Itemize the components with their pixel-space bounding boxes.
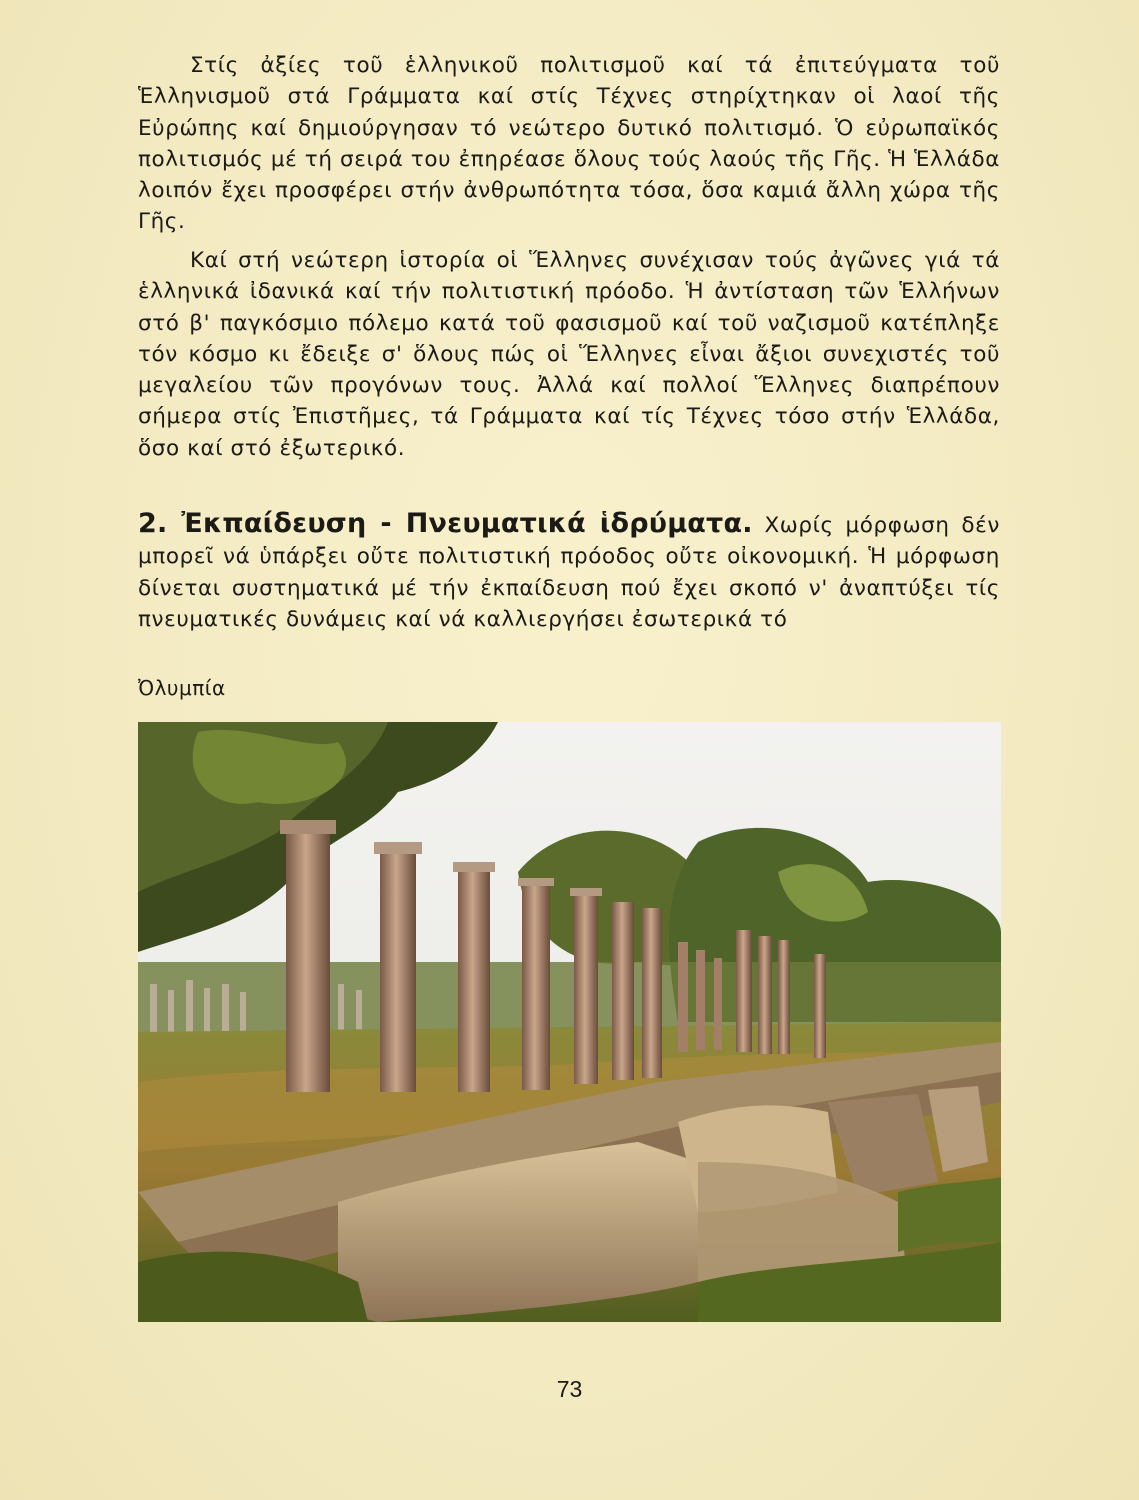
section-education	[138, 508, 1000, 635]
section-text: Χωρίς μόρφωση δέν μπορεῖ νά ὑπάρξει οὔτε πολιτιστική πρόοδος οὔτε οἰκονομική. Ἡ μόρφωση δίνεται συστηματικά μέ τήν ἐκπαίδευση πού ἔχει σκοπό ν' ἀναπτύξει τίς πνευματικές δυνάμεις καί νά καλλιεργήσει ἐσωτερικά τό	[138, 513, 1000, 632]
section-heading: 2. Ἐκπαίδευση - Πνευματικά ἱδρύματα.	[138, 508, 753, 539]
paragraph-greek-civilization: Στίς ἀξίες τοῦ ἑλληνικοῦ πολιτισμοῦ καί τά ἐπιτεύγματα τοῦ Ἑλληνισμοῦ στά Γράμματα καί στίς Τέχνες στηρίχτηκαν οἱ λαοί τῆς Εὐρώπης καί δημιούργησαν τό νεώτερο δυτικό πολιτισμό. Ὁ εὐρωπαϊκός πολιτισμός μέ τή σειρά του ἐπηρέασε ὅλους τούς λαούς τῆς Γῆς. Ἡ Ἑλλάδα λοιπόν ἔχει προσφέρει στήν ἀνθρωπότητα τόσα, ὅσα καμιά ἄλλη χώρα τῆς Γῆς.	[138, 53, 1000, 235]
olympia-photo	[138, 722, 1001, 1322]
photo-caption: Ὀλυμπία	[138, 676, 226, 700]
paragraph-modern-history: Καί στή νεώτερη ἱστορία οἱ Ἕλληνες συνέχισαν τούς ἀγῶνες γιά τά ἑλληνικά ἰδανικά καί τήν πολιτιστική πρόοδο. Ἡ ἀντίσταση τῶν Ἑλλήνων στό β' παγκόσμιο πόλεμο κατά τοῦ φασισμοῦ καί τοῦ ναζισμοῦ κατέπληξε τόν κόσμο κι ἔδειξε σ' ὅλους πώς οἱ Ἕλληνες εἶναι ἄξιοι συνεχιστές τοῦ μεγαλείου τῶν προγόνων τους. Ἀλλά καί πολλοί Ἕλληνες διαπρέπουν σήμερα στίς Ἐπιστῆμες, τά Γράμματα καί τίς Τέχνες τόσο στήν Ἑλλάδα, ὅσο καί στό ἐξωτερικό.	[138, 248, 1000, 461]
page-number: 73	[556, 1376, 583, 1402]
